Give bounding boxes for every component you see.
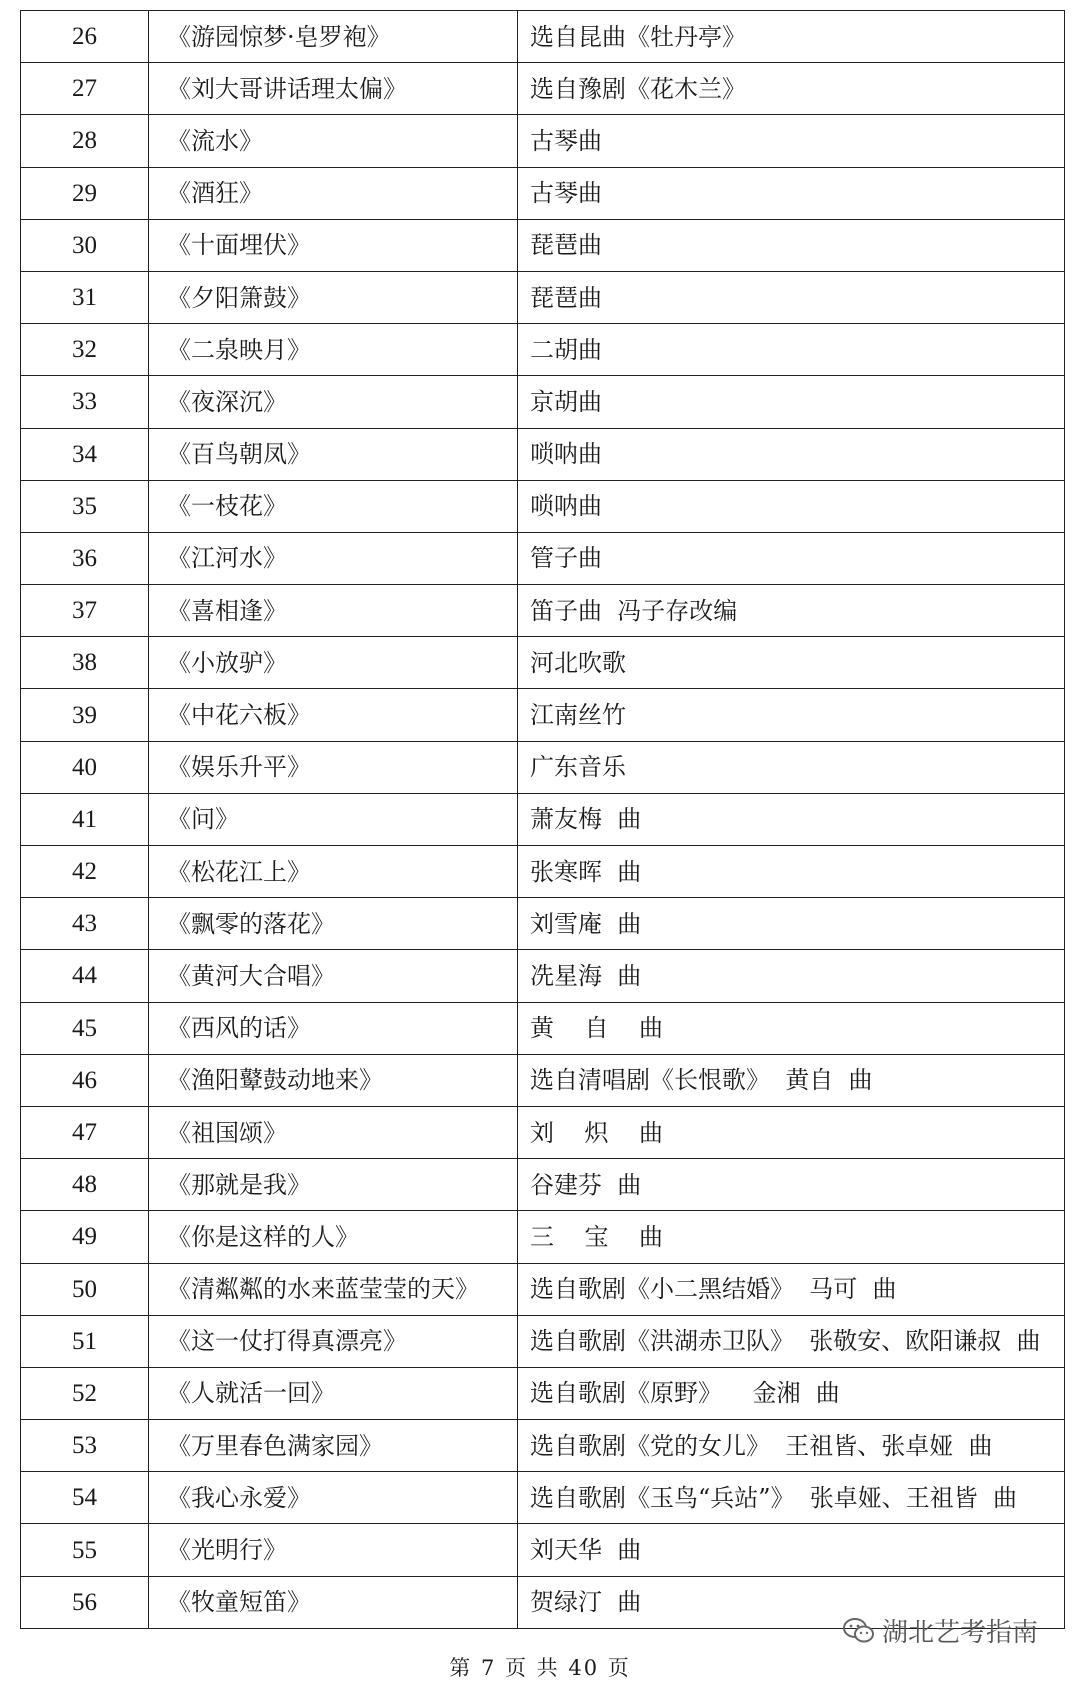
- work-note: 古琴曲: [518, 167, 1065, 219]
- row-number: 47: [21, 1106, 149, 1158]
- work-note: 刘 炽 曲: [518, 1106, 1065, 1158]
- row-number: 29: [21, 167, 149, 219]
- work-note: 河北吹歌: [518, 637, 1065, 689]
- row-number: 43: [21, 898, 149, 950]
- row-number: 36: [21, 532, 149, 584]
- work-title: 《万里春色满家园》: [149, 1420, 518, 1472]
- work-note: 黄 自 曲: [518, 1002, 1065, 1054]
- row-number: 44: [21, 950, 149, 1002]
- table-row: [21, 1211, 1065, 1263]
- table-row: [21, 11, 1065, 63]
- table-row: [21, 1315, 1065, 1367]
- work-note: 二胡曲: [518, 324, 1065, 376]
- work-note: 谷建芬 曲: [518, 1159, 1065, 1211]
- table-row: [21, 271, 1065, 323]
- table-row: [21, 585, 1065, 637]
- work-note: 刘雪庵 曲: [518, 898, 1065, 950]
- work-note: 选自歌剧《党的女儿》 王祖皆、张卓娅 曲: [518, 1420, 1065, 1472]
- row-number: 30: [21, 219, 149, 271]
- work-note: 古琴曲: [518, 115, 1065, 167]
- table-row: [21, 219, 1065, 271]
- work-title: 《一枝花》: [149, 480, 518, 532]
- account-watermark: [842, 1612, 1038, 1649]
- work-title: 《渔阳鼙鼓动地来》: [149, 1054, 518, 1106]
- table-row: [21, 324, 1065, 376]
- table-row: [21, 637, 1065, 689]
- row-number: 46: [21, 1054, 149, 1106]
- row-number: 51: [21, 1315, 149, 1367]
- work-title: 《小放驴》: [149, 637, 518, 689]
- table-row: [21, 115, 1065, 167]
- work-note: 选自歌剧《玉鸟“兵站”》 张卓娅、王祖皆 曲: [518, 1472, 1065, 1524]
- row-number: 26: [21, 11, 149, 63]
- row-number: 32: [21, 324, 149, 376]
- work-note: 张寒晖 曲: [518, 846, 1065, 898]
- table-row: [21, 1420, 1065, 1472]
- row-number: 52: [21, 1367, 149, 1419]
- work-title: 《十面埋伏》: [149, 219, 518, 271]
- row-number: 48: [21, 1159, 149, 1211]
- work-title: 《西风的话》: [149, 1002, 518, 1054]
- work-note: 选自昆曲《牡丹亭》: [518, 11, 1065, 63]
- row-number: 39: [21, 689, 149, 741]
- work-title: 《流水》: [149, 115, 518, 167]
- work-title: 《二泉映月》: [149, 324, 518, 376]
- watermark-text: 湖北艺考指南: [881, 1618, 1038, 1648]
- row-number: 54: [21, 1472, 149, 1524]
- table-row: [21, 1367, 1065, 1419]
- table-row: [21, 846, 1065, 898]
- work-title: 《江河水》: [149, 532, 518, 584]
- table-row: [21, 480, 1065, 532]
- work-title: 《这一仗打得真漂亮》: [149, 1315, 518, 1367]
- work-note: 选自清唱剧《长恨歌》 黄自 曲: [518, 1054, 1065, 1106]
- work-title: 《祖国颂》: [149, 1106, 518, 1158]
- work-note: 选自歌剧《原野》 金湘 曲: [518, 1367, 1065, 1419]
- work-title: 《喜相逢》: [149, 585, 518, 637]
- row-number: 38: [21, 637, 149, 689]
- work-title: 《黄河大合唱》: [149, 950, 518, 1002]
- row-number: 49: [21, 1211, 149, 1263]
- work-note: 选自豫剧《花木兰》: [518, 63, 1065, 115]
- row-number: 56: [21, 1576, 149, 1628]
- row-number: 42: [21, 846, 149, 898]
- work-title: 《牧童短笛》: [149, 1576, 518, 1628]
- table-row: [21, 1106, 1065, 1158]
- row-number: 33: [21, 376, 149, 428]
- table-row: [21, 689, 1065, 741]
- row-number: 28: [21, 115, 149, 167]
- table-row: [21, 741, 1065, 793]
- table-row: [21, 950, 1065, 1002]
- work-note: 贺绿汀 曲: [518, 1576, 1065, 1628]
- work-title: 《刘大哥讲话理太偏》: [149, 63, 518, 115]
- table-body: [21, 11, 1065, 1629]
- work-title: 《光明行》: [149, 1524, 518, 1576]
- work-title: 《游园惊梦·皂罗袍》: [149, 11, 518, 63]
- row-number: 34: [21, 428, 149, 480]
- table-row: [21, 1002, 1065, 1054]
- table-row: [21, 532, 1065, 584]
- work-note: 琵琶曲: [518, 271, 1065, 323]
- row-number: 53: [21, 1420, 149, 1472]
- table-row: [21, 1159, 1065, 1211]
- work-title: 《酒狂》: [149, 167, 518, 219]
- work-title: 《你是这样的人》: [149, 1211, 518, 1263]
- table-row: [21, 1524, 1065, 1576]
- work-title: 《我心永爱》: [149, 1472, 518, 1524]
- row-number: 37: [21, 585, 149, 637]
- table-row: [21, 376, 1065, 428]
- repertoire-table: [20, 10, 1065, 1629]
- work-note: 唢呐曲: [518, 428, 1065, 480]
- row-number: 31: [21, 271, 149, 323]
- work-title: 《娱乐升平》: [149, 741, 518, 793]
- work-note: 广东音乐: [518, 741, 1065, 793]
- work-title: 《松花江上》: [149, 846, 518, 898]
- work-note: 冼星海 曲: [518, 950, 1065, 1002]
- work-note: 选自歌剧《洪湖赤卫队》 张敬安、欧阳谦叔 曲: [518, 1315, 1065, 1367]
- row-number: 27: [21, 63, 149, 115]
- row-number: 55: [21, 1524, 149, 1576]
- table-row: [21, 167, 1065, 219]
- work-note: 管子曲: [518, 532, 1065, 584]
- table-row: [21, 898, 1065, 950]
- table-row: [21, 428, 1065, 480]
- work-title: 《清粼粼的水来蓝莹莹的天》: [149, 1263, 518, 1315]
- work-note: 萧友梅 曲: [518, 793, 1065, 845]
- work-title: 《飘零的落花》: [149, 898, 518, 950]
- row-number: 50: [21, 1263, 149, 1315]
- work-title: 《夕阳箫鼓》: [149, 271, 518, 323]
- table-row: [21, 1054, 1065, 1106]
- work-note: 琵琶曲: [518, 219, 1065, 271]
- row-number: 45: [21, 1002, 149, 1054]
- work-note: 唢呐曲: [518, 480, 1065, 532]
- table-row: [21, 63, 1065, 115]
- row-number: 35: [21, 480, 149, 532]
- page-footer: 第 7 页 共 40 页: [449, 1656, 631, 1680]
- work-note: 刘天华 曲: [518, 1524, 1065, 1576]
- work-title: 《中花六板》: [149, 689, 518, 741]
- work-note: 京胡曲: [518, 376, 1065, 428]
- work-title: 《夜深沉》: [149, 376, 518, 428]
- work-title: 《问》: [149, 793, 518, 845]
- table-row: [21, 793, 1065, 845]
- table-row: [21, 1472, 1065, 1524]
- work-title: 《那就是我》: [149, 1159, 518, 1211]
- wechat-icon: [842, 1616, 876, 1646]
- work-note: 选自歌剧《小二黑结婚》 马可 曲: [518, 1263, 1065, 1315]
- work-note: 笛子曲 冯子存改编: [518, 585, 1065, 637]
- work-note: 三 宝 曲: [518, 1211, 1065, 1263]
- work-title: 《百鸟朝凤》: [149, 428, 518, 480]
- row-number: 40: [21, 741, 149, 793]
- row-number: 41: [21, 793, 149, 845]
- table-row: [21, 1263, 1065, 1315]
- work-title: 《人就活一回》: [149, 1367, 518, 1419]
- work-note: 江南丝竹: [518, 689, 1065, 741]
